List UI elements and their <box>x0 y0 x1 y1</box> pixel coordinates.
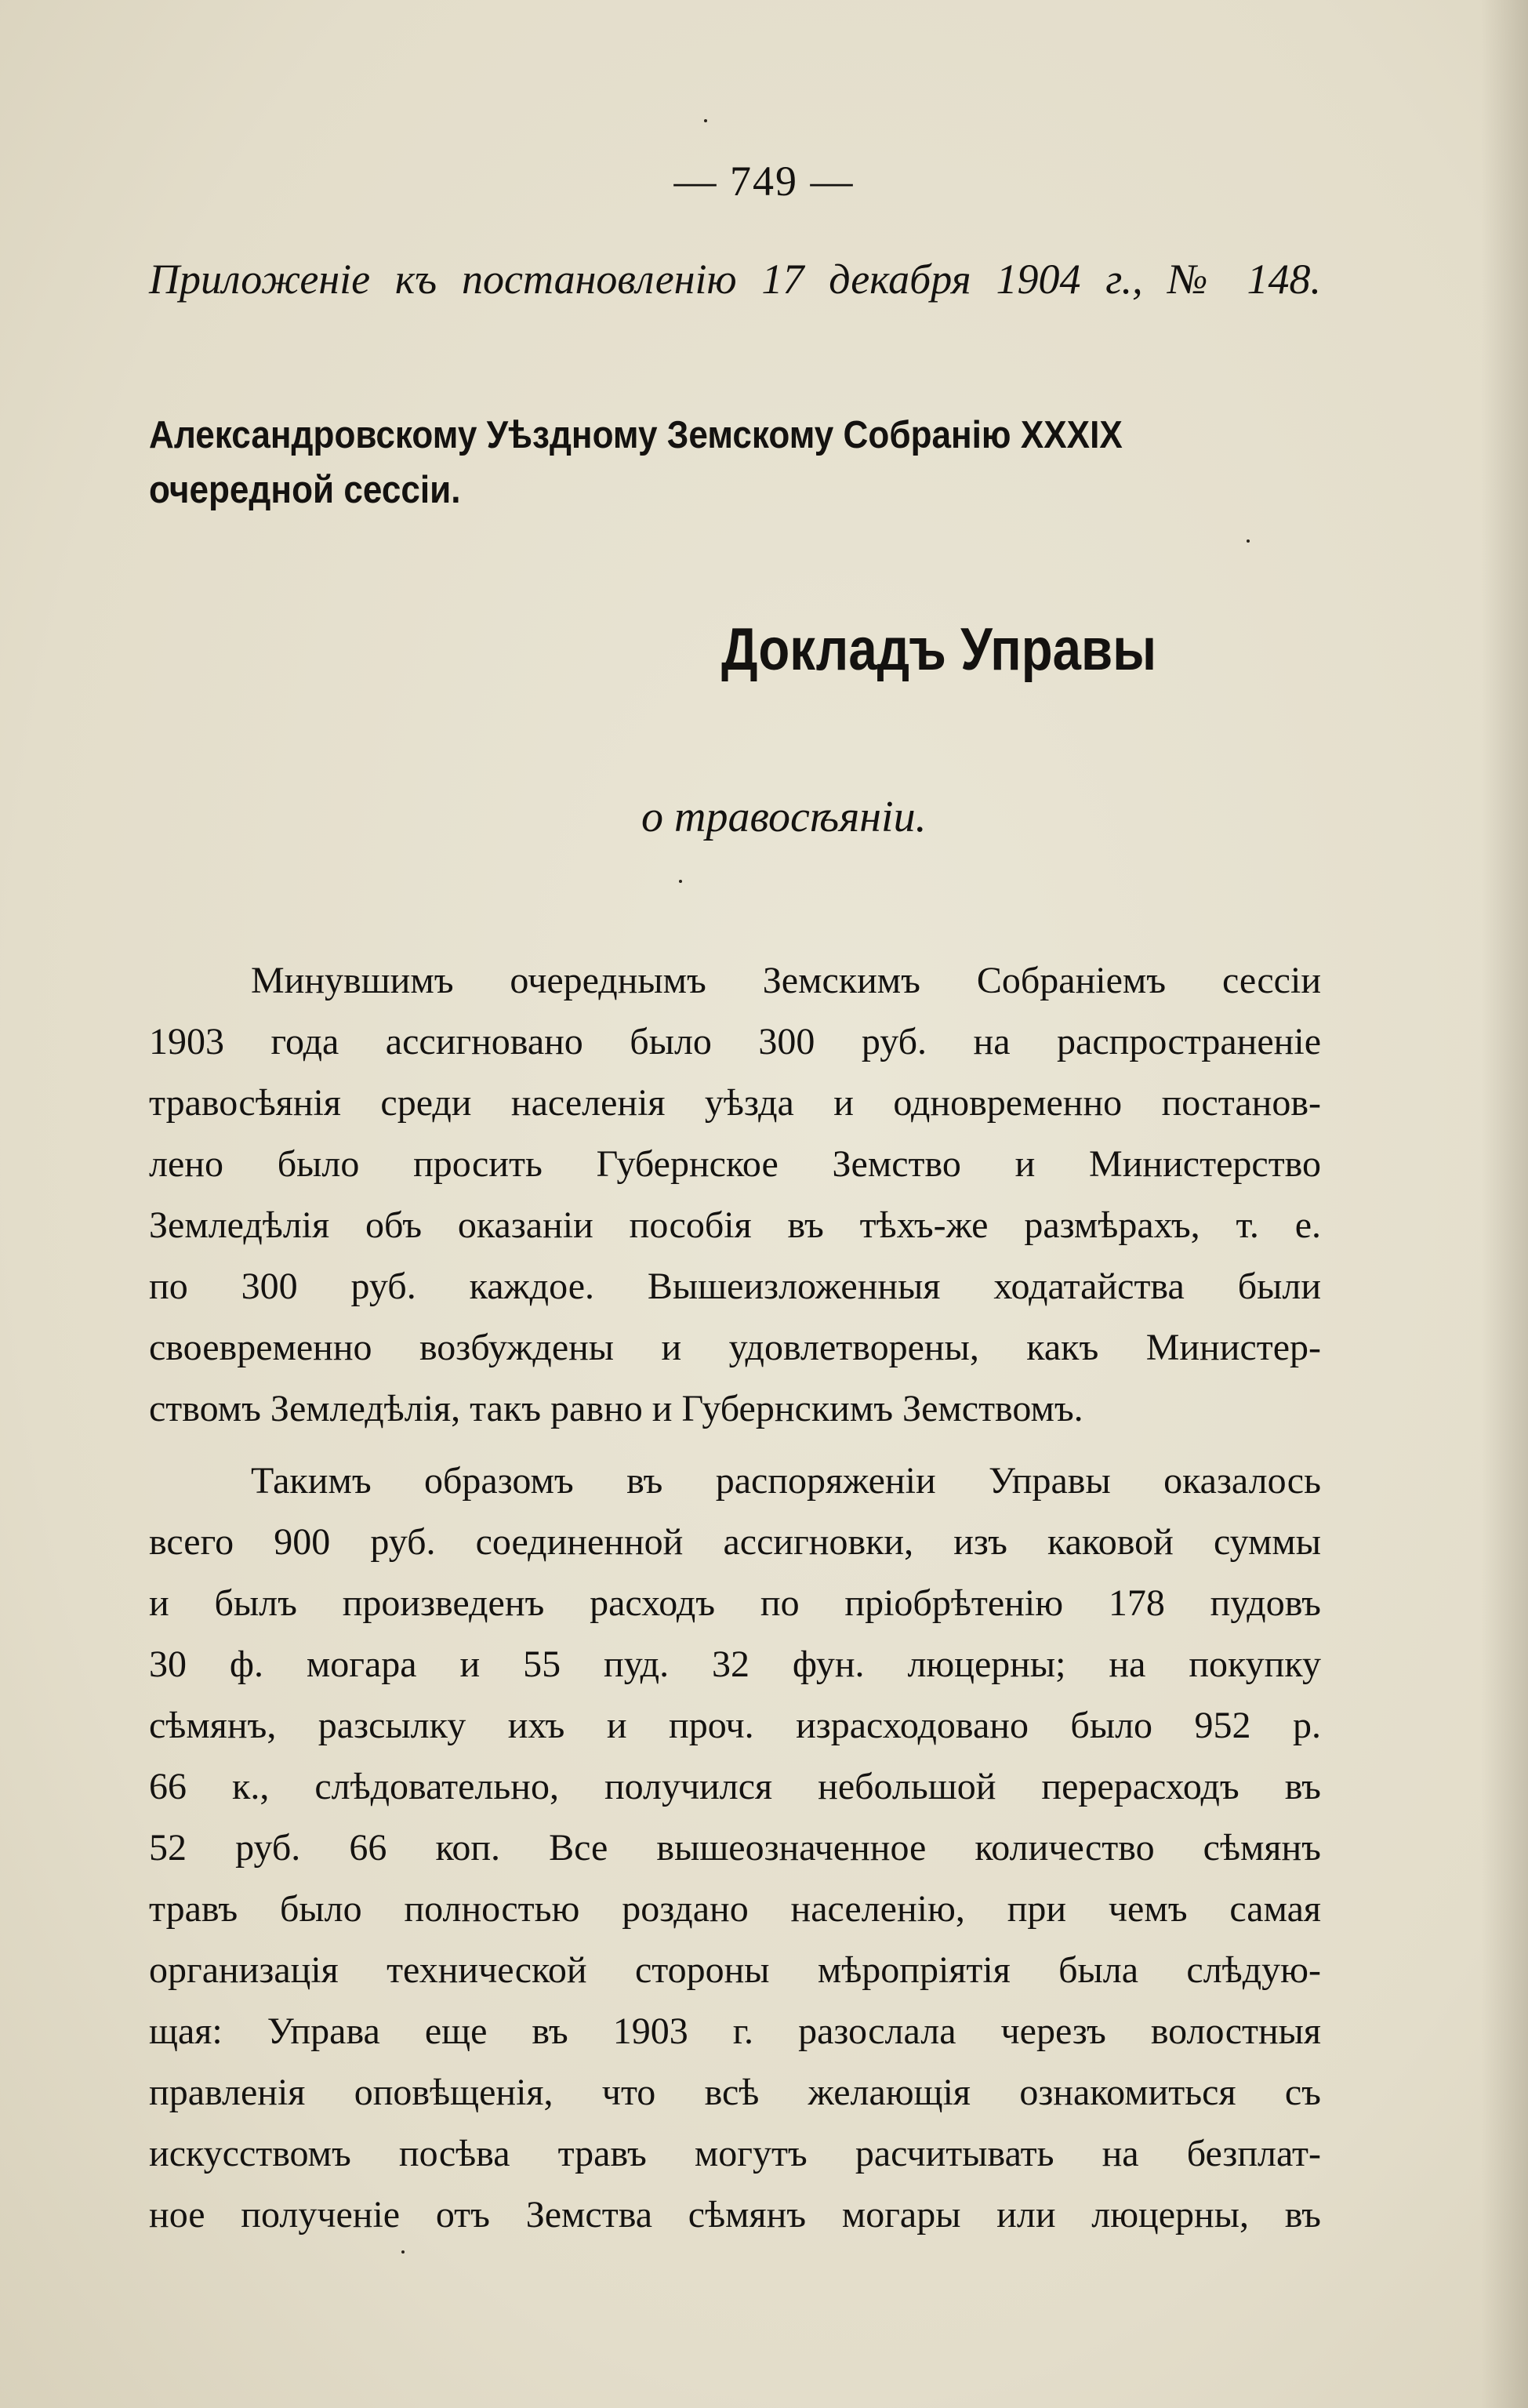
page-number: — 749 — <box>673 158 855 205</box>
page-edge-shadow <box>1481 0 1528 2408</box>
report-subtitle: о травосѣянiи. <box>641 793 927 841</box>
ink-speck <box>401 2250 405 2254</box>
ink-speck <box>704 119 707 122</box>
text-line: искусствомъ посѣва травъ могутъ расчитывать на безплат- <box>149 2133 1321 2174</box>
report-title: Докладъ Управы <box>721 616 1157 683</box>
text-line: щая: Управа еще въ 1903 г. разослала черезъ волостныя <box>149 2010 1321 2052</box>
text-line: 1903 года ассигновано было 300 руб. на распространенiе <box>149 1021 1321 1062</box>
text-line: своевременно возбуждены и удовлетворены, какъ Министер- <box>149 1327 1321 1368</box>
text-line: сѣмянъ, разсылку ихъ и проч. израсходовано было 952 р. <box>149 1705 1321 1746</box>
text-line: Минувшимъ очереднымъ Земскимъ Собранiемъ сессiи <box>251 960 1321 1001</box>
ink-speck <box>679 880 682 883</box>
text-line: и былъ произведенъ расходъ по прiобрѣтенiю 178 пудовъ <box>149 1582 1321 1624</box>
text-line: правленiя оповѣщенiя, что всѣ желающiя ознакомиться съ <box>149 2072 1321 2113</box>
addressee-line: очередной сессiи. <box>149 469 461 511</box>
text-line: ствомъ Земледѣлiя, такъ равно и Губернскимъ Земствомъ. <box>149 1388 1083 1429</box>
text-line: Такимъ образомъ въ распоряженiи Управы оказалось <box>251 1460 1321 1502</box>
text-line: по 300 руб. каждое. Вышеизложенныя ходатайства были <box>149 1266 1321 1307</box>
text-line: ное полученiе отъ Земства сѣмянъ могары или люцерны, въ <box>149 2194 1321 2235</box>
appendix-reference: Приложенiе къ постановленiю 17 декабря 1904 г., № 148. <box>149 256 1321 303</box>
text-line: 66 к., слѣдовательно, получился небольшой перерасходъ въ <box>149 1766 1321 1807</box>
ink-speck <box>1247 539 1250 543</box>
text-line: 52 руб. 66 коп. Все вышеозначенное количество сѣмянъ <box>149 1827 1321 1869</box>
text-line: травъ было полностью роздано населенiю, при чемъ самая <box>149 1888 1321 1930</box>
text-line: лено было просить Губернское Земство и Министерство <box>149 1143 1321 1185</box>
text-line: 30 ф. могара и 55 пуд. 32 фун. люцерны; на покупку <box>149 1643 1321 1685</box>
paragraph-gap <box>149 1440 1321 1451</box>
body-text <box>149 950 1321 2246</box>
text-line: всего 900 руб. соединенной ассигновки, изъ каковой суммы <box>149 1521 1321 1563</box>
paragraph <box>149 950 1321 1440</box>
addressee-line: Александровскому Уѣздному Земскому Собранiю XXXIX <box>149 414 1123 456</box>
text-line: организацiя технической стороны мѣропрiятiя была слѣдую- <box>149 1949 1321 1991</box>
paragraph <box>149 1451 1321 2246</box>
addressee-heading <box>149 408 1321 518</box>
text-line: травосѣянiя среди населенiя уѣзда и одновременно постанов- <box>149 1082 1321 1124</box>
text-line: Земледѣлiя объ оказанiи пособiя въ тѣхъ-же размѣрахъ, т. е. <box>149 1204 1321 1246</box>
